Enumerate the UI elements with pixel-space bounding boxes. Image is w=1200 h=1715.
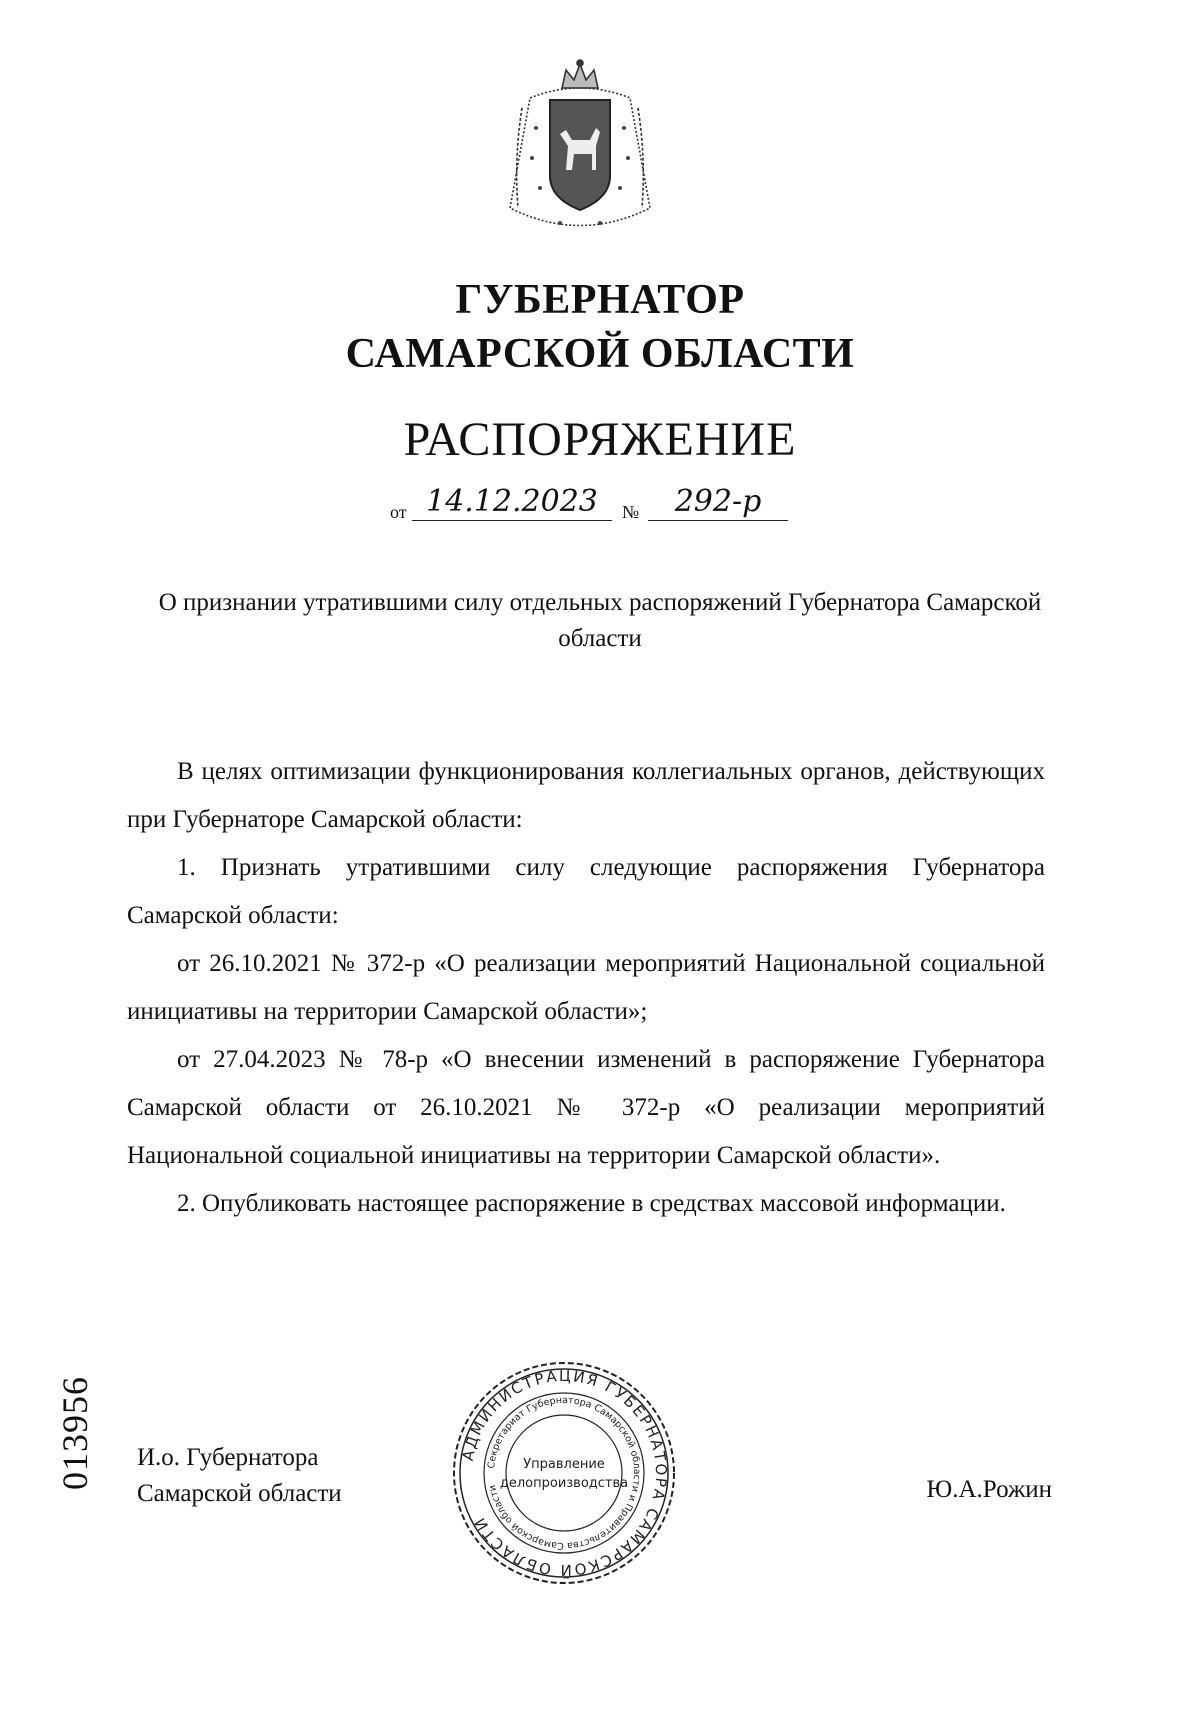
body-paragraph: от 26.10.2021 № 372-р «О реализации мероприятий Национальной социальной инициативы на территории Самарской области»; xyxy=(127,950,1045,1025)
org-title-line1: ГУБЕРНАТОР xyxy=(455,277,745,323)
document-subject: О признании утратившими силу отдельных распоряжений Губернатора Самарской области xyxy=(158,589,1042,652)
body-paragraph: 2. Опубликовать настоящее распоряжение в средствах массовой информации. xyxy=(177,1190,1006,1217)
body-paragraph: 1. Признать утратившими силу следующие распоряжения Губернатора Самарской области: xyxy=(127,854,1045,929)
official-stamp xyxy=(449,1358,679,1588)
stamp-center-line1: Управление xyxy=(523,1457,605,1472)
signatory-position-line1: И.о. Губернатора xyxy=(137,1444,319,1471)
registration-number: 013956 xyxy=(55,1376,95,1490)
stamp-center-line2: делопроизводства xyxy=(499,1476,629,1491)
date-prefix: от xyxy=(390,502,407,522)
org-title-line2: САМАРСКОЙ ОБЛАСТИ xyxy=(345,331,855,377)
document-date: 14.12.2023 xyxy=(412,484,612,521)
document-type: РАСПОРЯЖЕНИЕ xyxy=(403,413,797,466)
signatory-position xyxy=(137,1440,342,1512)
body-paragraph: от 27.04.2023 № 78-р «О внесении изменений в распоряжение Губернатора Самарской области от 26.10.2021 № 372-р «О реализации мероприятий Национальной социальной инициативы на территории Самарской области». xyxy=(127,1046,1045,1169)
svg-text:Секретариат Губернатора Самарс xyxy=(486,1395,642,1551)
stamp-outer-text: АДМИНИСТРАЦИЯ ГУБЕРНАТОРА САМАРСКОЙ ОБЛАСТИ xyxy=(458,1366,671,1580)
number-prefix: № xyxy=(622,502,640,522)
samara-coat-of-arms-icon xyxy=(500,58,660,243)
signatory-name: Ю.А.Рожин xyxy=(926,1476,1052,1503)
document-body xyxy=(127,748,1045,1228)
signatory-position-line2: Самарской области xyxy=(137,1480,342,1507)
stamp-middle-text: Секретариат Губернатора Самарской области и Правительства Самарской области xyxy=(486,1394,643,1552)
body-paragraph: В целях оптимизации функционирования коллегиальных органов, действующих при Губернаторе Самарской области: xyxy=(127,758,1045,833)
document-number: 292-р xyxy=(648,484,788,521)
